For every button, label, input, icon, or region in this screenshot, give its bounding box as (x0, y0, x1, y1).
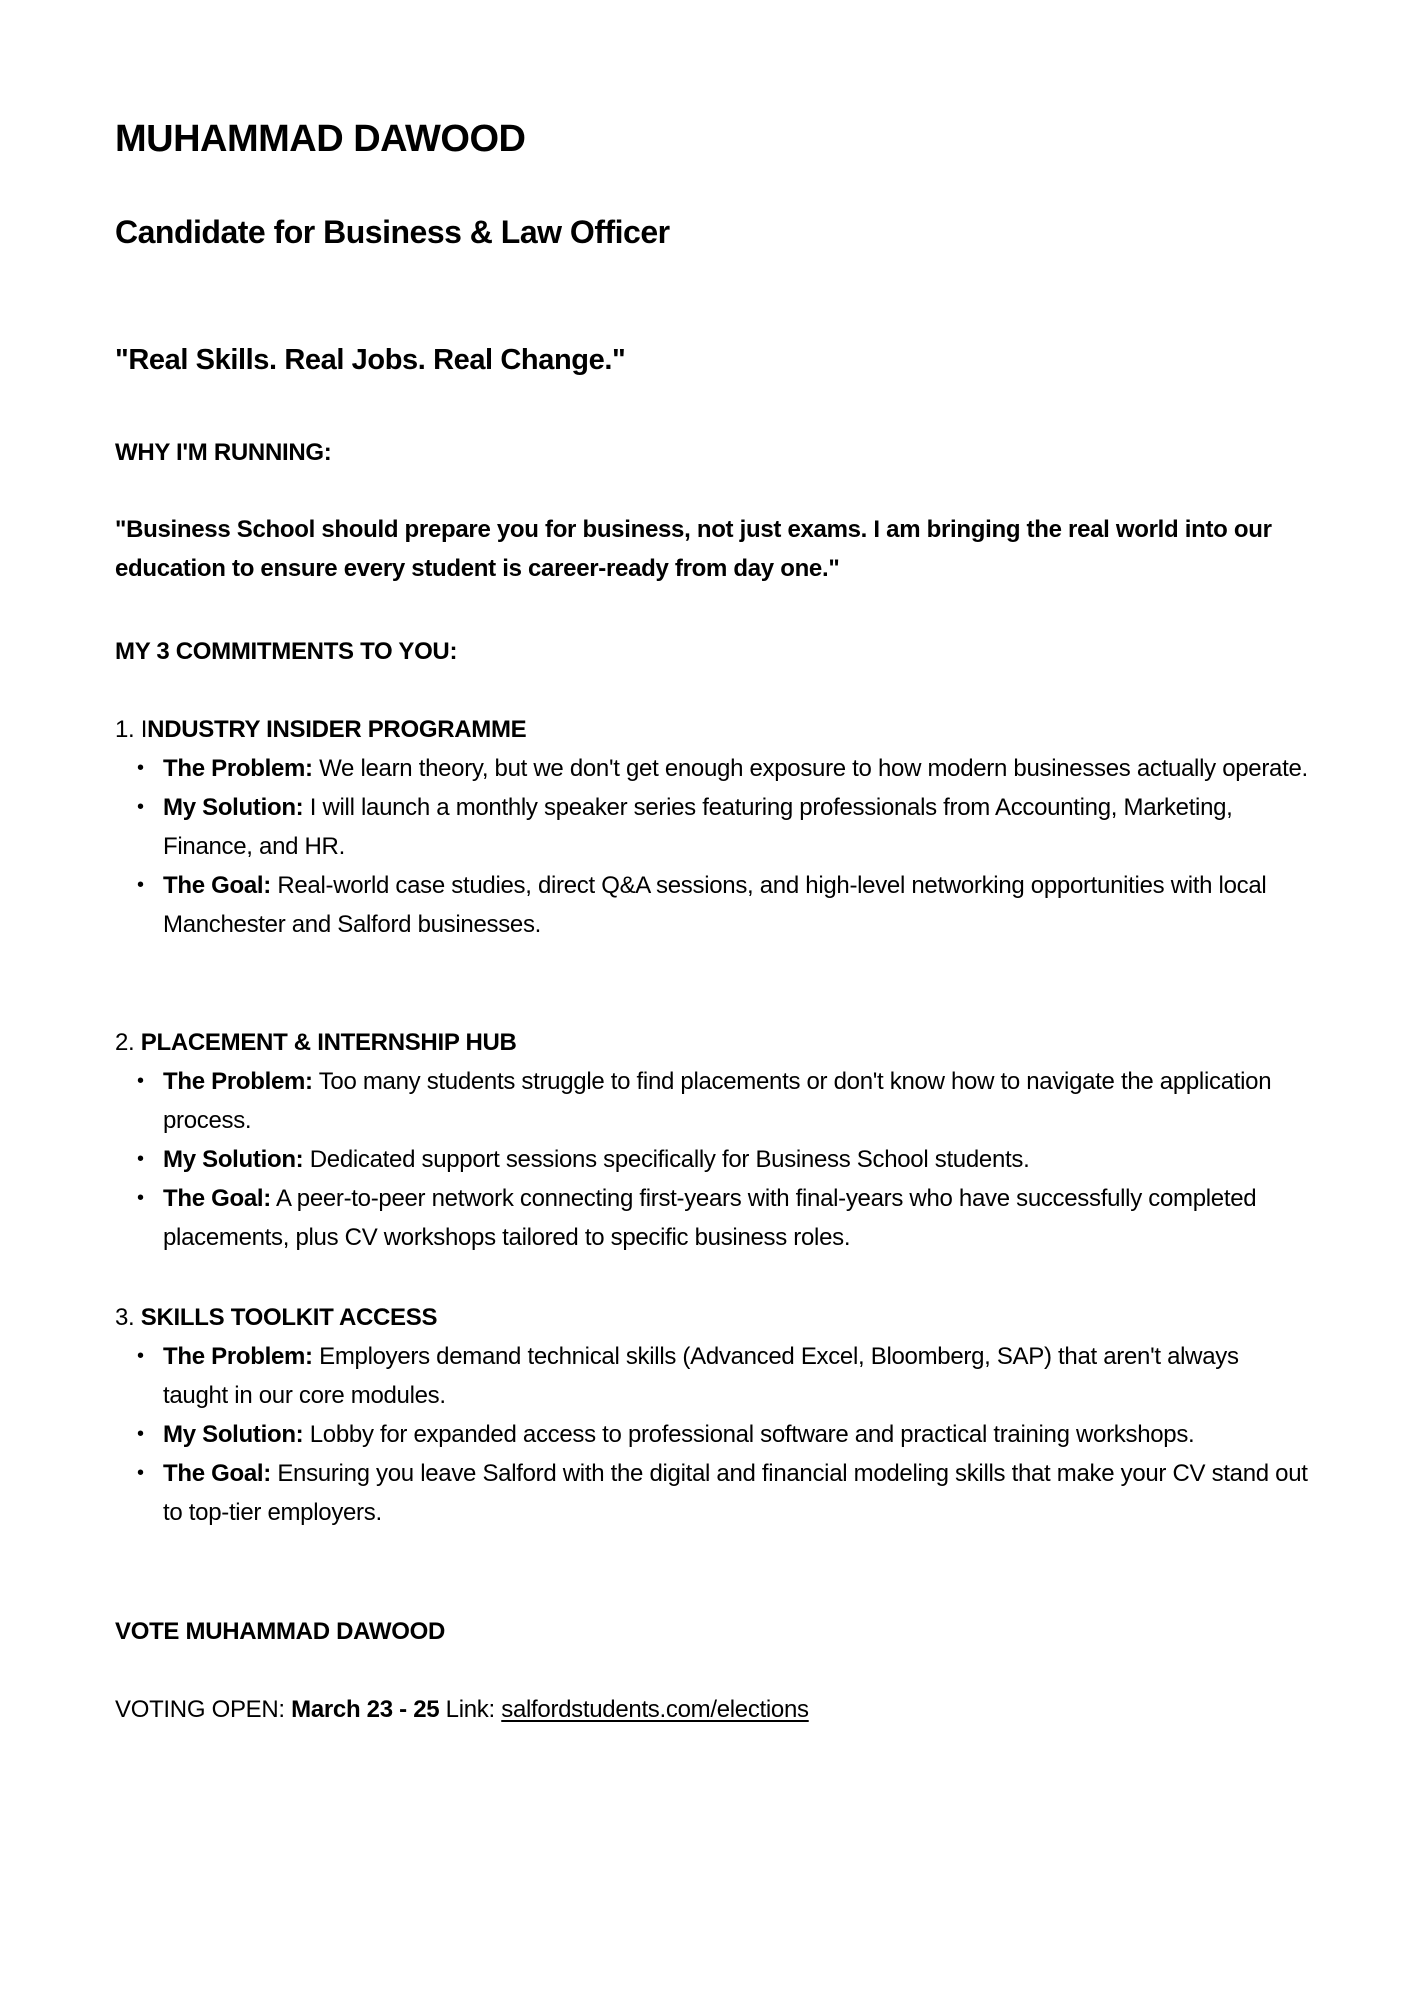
voting-open-label: VOTING OPEN: (115, 1696, 292, 1723)
voting-info-line (115, 1690, 1315, 1729)
bullet-icon: • (137, 1345, 144, 1367)
point-label: The Goal: (163, 1185, 271, 1212)
point-label: The Goal: (163, 1460, 271, 1487)
point-text: I will launch a monthly speaker series featuring professionals from Accounting, Marketing, Finance, and HR. (163, 794, 1233, 860)
link-label: Link: (439, 1696, 502, 1723)
point-text: Lobby for expanded access to professional software and practical training workshops. (303, 1421, 1195, 1448)
point-label: My Solution: (163, 1146, 304, 1173)
commitment-2-heading (115, 1023, 1315, 1062)
commitment-1-number: 1. I (115, 716, 148, 743)
commitment-2-points (115, 1062, 1315, 1257)
list-item (115, 1415, 1308, 1454)
point-label: The Problem: (163, 755, 313, 782)
point-label: The Problem: (163, 1068, 313, 1095)
commitment-1-points (115, 749, 1315, 944)
vote-call-heading: VOTE MUHAMMAD DAWOOD (115, 1618, 445, 1645)
point-text: Too many students struggle to find placements or don't know how to navigate the application process. (163, 1068, 1272, 1134)
point-text: Ensuring you leave Salford with the digital and financial modeling skills that make your CV stand out to top-tier employers. (163, 1460, 1308, 1526)
bullet-icon: • (137, 1070, 144, 1092)
elections-link[interactable]: salfordstudents.com/elections (501, 1696, 809, 1723)
point-text: We learn theory, but we don't get enough exposure to how modern businesses actually operate. (312, 755, 1308, 782)
commitment-2-number: 2. (115, 1029, 141, 1056)
point-label: The Goal: (163, 872, 271, 899)
campaign-slogan: "Real Skills. Real Jobs. Real Change." (115, 344, 626, 376)
bullet-icon: • (137, 1187, 144, 1209)
bullet-icon: • (137, 874, 144, 896)
commitment-3-title: SKILLS TOOLKIT ACCESS (140, 1304, 438, 1331)
list-item (115, 1140, 1308, 1179)
point-label: My Solution: (163, 794, 304, 821)
candidate-role-subtitle: Candidate for Business & Law Officer (115, 214, 670, 250)
list-item (115, 1179, 1308, 1257)
why-running-quote: "Business School should prepare you for business, not just exams. I am bringing the real world into our education to ensure every student is career-ready from day one." (115, 516, 1272, 582)
list-item (115, 749, 1308, 788)
list-item (115, 1454, 1308, 1532)
commitment-3-heading (115, 1298, 1315, 1337)
commitments-heading: MY 3 COMMITMENTS TO YOU: (115, 638, 458, 665)
bullet-icon: • (137, 757, 144, 779)
why-running-heading: WHY I'M RUNNING: (115, 439, 332, 466)
list-item (115, 788, 1308, 866)
point-text: Employers demand technical skills (Advanced Excel, Bloomberg, SAP) that aren't always taught in our core modules. (163, 1343, 1239, 1409)
candidate-name-title: MUHAMMAD DAWOOD (115, 118, 526, 160)
bullet-icon: • (137, 1462, 144, 1484)
commitment-3-points (115, 1337, 1315, 1532)
list-item (115, 1062, 1308, 1140)
point-label: The Problem: (163, 1343, 313, 1370)
list-item (115, 866, 1308, 944)
point-text: Real-world case studies, direct Q&A sessions, and high-level networking opportunities with local Manchester and Salford businesses. (163, 872, 1267, 938)
commitment-3-number: 3. (115, 1304, 141, 1331)
point-label: My Solution: (163, 1421, 304, 1448)
point-text: Dedicated support sessions specifically for Business School students. (303, 1146, 1030, 1173)
voting-dates: March 23 - 25 (291, 1696, 440, 1723)
commitment-2-title: PLACEMENT & INTERNSHIP HUB (140, 1029, 517, 1056)
commitment-1-title: NDUSTRY INSIDER PROGRAMME (147, 716, 527, 743)
point-text: A peer-to-peer network connecting first-years with final-years who have successfully completed placements, plus CV workshops tailored to specific business roles. (163, 1185, 1257, 1251)
bullet-icon: • (137, 1148, 144, 1170)
bullet-icon: • (137, 1423, 144, 1445)
bullet-icon: • (137, 796, 144, 818)
list-item (115, 1337, 1308, 1415)
commitment-1-heading (115, 710, 1315, 749)
